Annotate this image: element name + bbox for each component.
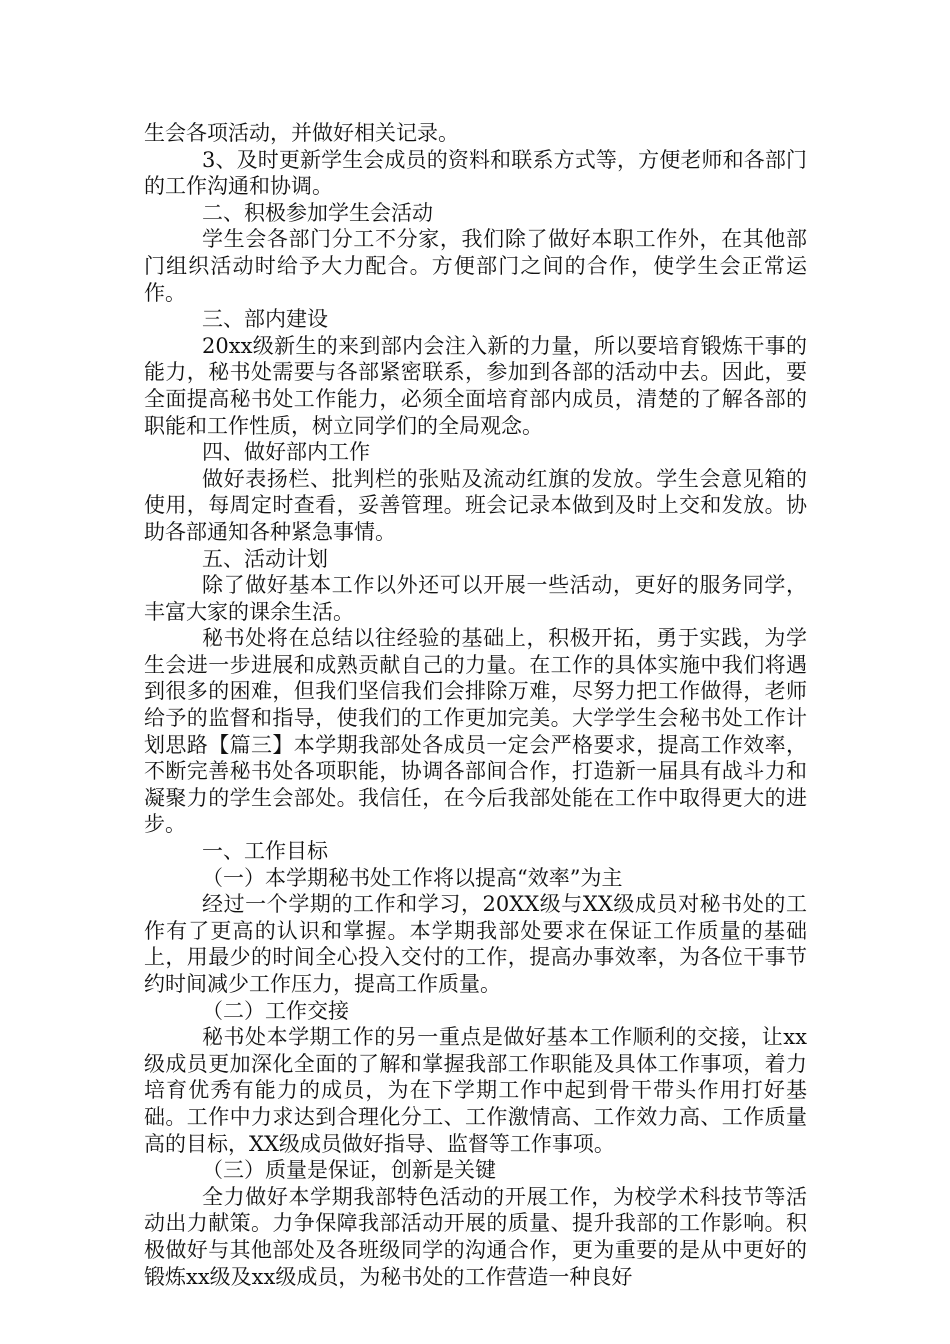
subsection-heading: （三）质量是保证，创新是关键 [202,1158,496,1183]
section-heading: 一、工作目标 [202,839,328,864]
subsection-heading: （二）工作交接 [202,998,349,1023]
section-heading: 四、做好部内工作 [202,440,370,465]
paragraph: 经过一个学期的工作和学习，20XX级与XX级成员对秘书处的工作有了更高的认识和掌握。本学期我部处要求在保证工作质量的基础上，用最少的时间全心投入交付的工作，提高办事效率，为各位干事节约时间减少工作压力，提高工作质量。 [144,892,807,996]
section-heading: 三、部内建设 [202,307,328,332]
paragraph: 生会各项活动，并做好相关记录。 [144,121,459,145]
document-body [144,120,807,1290]
paragraph: 秘书处本学期工作的另一重点是做好基本工作顺利的交接，让xx级成员更加深化全面的了解和掌握我部工作职能及具体工作事项，着力培育优秀有能力的成员，为在下学期工作中起到骨干带头作用打好基础。工作中力求达到合理化分工、工作激情高、工作效力高、工作质量高的目标，XX级成员做好指导、监督等工作事项。 [144,1025,807,1156]
paragraph: 全力做好本学期我部特色活动的开展工作，为校学术科技节等活动出力献策。力争保障我部活动开展的质量、提升我部的工作影响。积极做好与其他部处及各班级同学的沟通合作，更为重要的是从中更好的锻炼xx级及xx级成员，为秘书处的工作营造一种良好 [144,1184,807,1289]
paragraph: 除了做好基本工作以外还可以开展一些活动，更好的服务同学，丰富大家的课余生活。 [144,573,807,624]
paragraph: 做好表扬栏、批判栏的张贴及流动红旗的发放。学生会意见箱的使用，每周定时查看，妥善管理。班会记录本做到及时上交和发放。协助各部通知各种紧急事情。 [144,466,807,544]
section-heading: 二、积极参加学生会活动 [202,200,433,225]
section-heading: 五、活动计划 [202,546,328,571]
paragraph: 20xx级新生的来到部内会注入新的力量，所以要培育锻炼干事的能力，秘书处需要与各部紧密联系，参加到各部的活动中去。因此，要全面提高秘书处工作能力，必须全面培育部内成员，清楚的了解各部的职能和工作性质，树立同学们的全局观念。 [144,333,807,438]
paragraph: 3、及时更新学生会成员的资料和联系方式等，方便老师和各部门的工作沟通和协调。 [144,147,807,199]
subsection-heading: （一）本学期秘书处工作将以提高“效率”为主 [202,865,623,890]
paragraph: 秘书处将在总结以往经验的基础上，积极开拓，勇于实践，为学生会进一步进展和成熟贡献自己的力量。在工作的具体实施中我们将遇到很多的困难，但我们坚信我们会排除万难，尽努力把工作做得，老师给予的监督和指导，使我们的工作更加完美。大学学生会秘书处工作计划思路【篇三】本学期我部处各成员一定会严格要求，提高工作效率，不断完善秘书处各项职能，协调各部间合作，打造新一届具有战斗力和凝聚力的学生会部处。我信任，在今后我部处能在工作中取得更大的进步。 [144,626,807,837]
paragraph: 学生会各部门分工不分家，我们除了做好本职工作外，在其他部门组织活动时给予大力配合。方便部门之间的合作，使学生会正常运作。 [144,227,807,305]
